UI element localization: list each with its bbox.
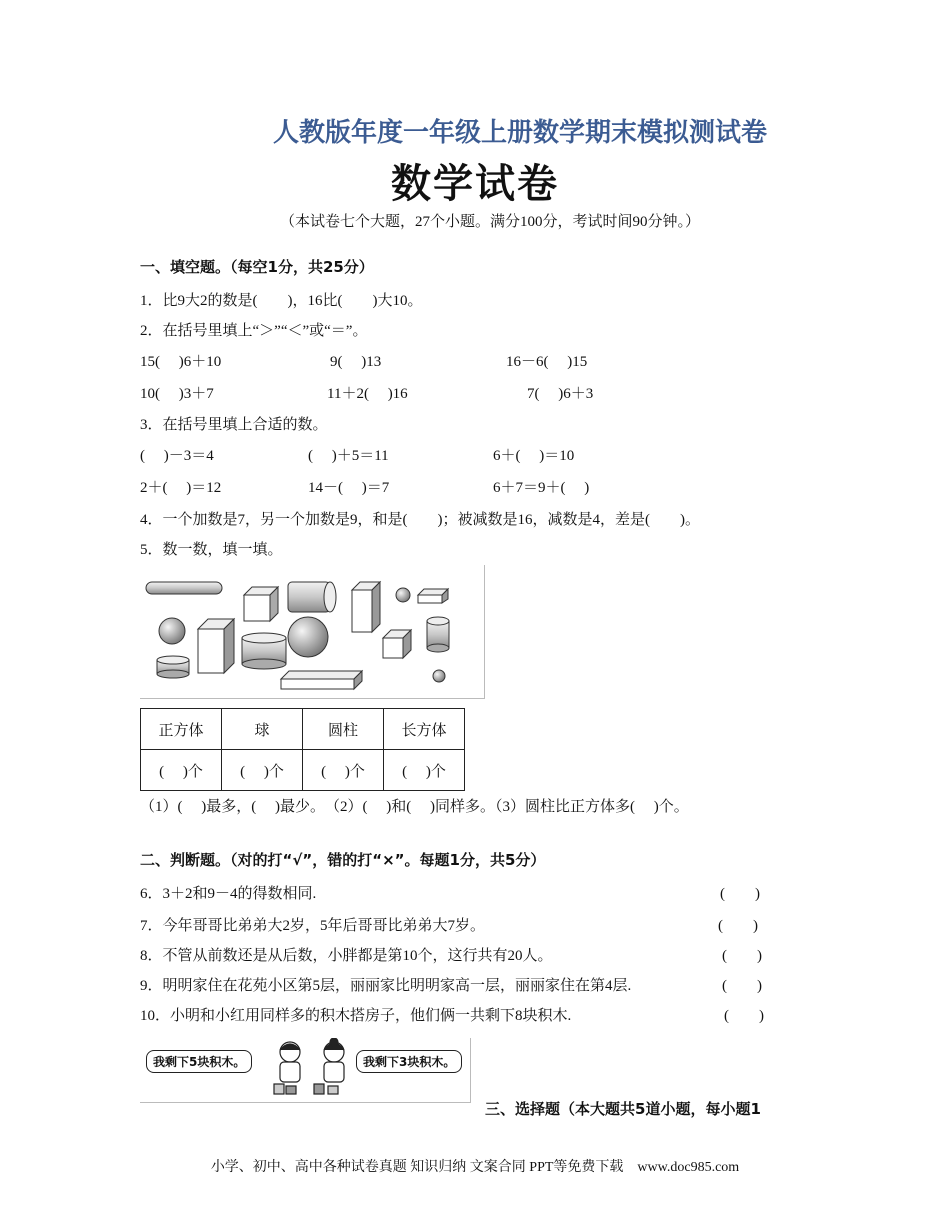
kids-with-blocks-icon (270, 1038, 360, 1100)
shape-count-table (140, 708, 465, 791)
count-cuboid[interactable]: ( )个 (384, 750, 465, 791)
q3-row2-c: 6＋7＝9＋( ) (493, 480, 590, 496)
q2-row1-a: 15( )6＋10 (140, 354, 222, 370)
question-10: 10．小明和小红用同样多的积木搭房子，他们俩一共剩下8块积木. (140, 1008, 572, 1024)
header-cube: 正方体 (141, 709, 222, 750)
header-cylinder: 圆柱 (303, 709, 384, 750)
section3-heading: 三、选择题（本大题共5道小题，每小题1 (485, 1100, 761, 1118)
header-cuboid: 长方体 (384, 709, 465, 750)
answer-bracket-10[interactable]: ( ) (724, 1008, 764, 1024)
shapes-figure (140, 565, 485, 699)
section1-heading: 一、填空题。（每空1分，共25分） (140, 258, 374, 276)
count-sphere[interactable]: ( )个 (222, 750, 303, 791)
speech-bubble-left: 我剩下5块积木。 (146, 1050, 252, 1073)
question-9: 9．明明家住在花苑小区第5层，丽丽家比明明家高一层，丽丽家住在第4层. (140, 978, 632, 994)
question-2: 2．在括号里填上“＞”“＜”或“＝”。 (140, 323, 368, 339)
page-footer: 小学、初中、高中各种试卷真题 知识归纳 文案合同 PPT等免费下载 www.doc985.com (210, 1160, 740, 1175)
q2-row2-c: 7( )6＋3 (527, 386, 594, 402)
children-illustration (140, 1038, 471, 1103)
q2-row2-b: 11＋2( )16 (327, 386, 408, 402)
question-7: 7．今年哥哥比弟弟大2岁，5年后哥哥比弟弟大7岁。 (140, 918, 486, 934)
shapes-illustration (140, 565, 484, 698)
answer-bracket-9[interactable]: ( ) (722, 978, 762, 994)
question-1: 1．比9大2的数是( )，16比( )大10。 (140, 293, 423, 309)
table-row (141, 750, 465, 791)
page-title: 人教版年度一年级上册数学期末模拟测试卷 (272, 118, 767, 148)
answer-bracket-6[interactable]: ( ) (720, 886, 760, 902)
count-cylinder[interactable]: ( )个 (303, 750, 384, 791)
q2-row1-b: 9( )13 (330, 354, 382, 370)
section2-heading: 二、判断题。（对的打“√”，错的打“×”。每题1分，共5分） (140, 851, 546, 869)
question-6: 6．3＋2和9－4的得数相同. (140, 886, 317, 902)
answer-bracket-7[interactable]: ( ) (718, 918, 758, 934)
count-cube[interactable]: ( )个 (141, 750, 222, 791)
question-8: 8．不管从前数还是从后数，小胖都是第10个，这行共有20人。 (140, 948, 553, 964)
question-3: 3．在括号里填上合适的数。 (140, 417, 328, 433)
speech-bubble-right: 我剩下3块积木。 (356, 1050, 462, 1073)
q2-row2-a: 10( )3＋7 (140, 386, 214, 402)
q3-row1-b: ( )＋5＝11 (308, 448, 389, 464)
q2-row1-c: 16－6( )15 (506, 354, 588, 370)
table-header-row (141, 709, 465, 750)
question-5-subparts: （1）( )最多，( )最少。 （2）( )和( )同样多。（3）圆柱比正方体多( )个。 (140, 799, 689, 815)
q3-row1-c: 6＋( )＝10 (493, 448, 575, 464)
exam-note: （本试卷七个大题，27个小题。满分100分，考试时间90分钟。） (279, 214, 700, 230)
question-5: 5．数一数，填一填。 (140, 542, 283, 558)
answer-bracket-8[interactable]: ( ) (722, 948, 762, 964)
page-subtitle: 数学试卷 (391, 161, 559, 207)
q3-row2-b: 14－( )＝7 (308, 480, 390, 496)
q3-row1-a: ( )－3＝4 (140, 448, 214, 464)
question-4: 4．一个加数是7，另一个加数是9，和是( )；被减数是16，减数是4，差是( )。 (140, 512, 700, 528)
header-sphere: 球 (222, 709, 303, 750)
q3-row2-a: 2＋( )＝12 (140, 480, 222, 496)
